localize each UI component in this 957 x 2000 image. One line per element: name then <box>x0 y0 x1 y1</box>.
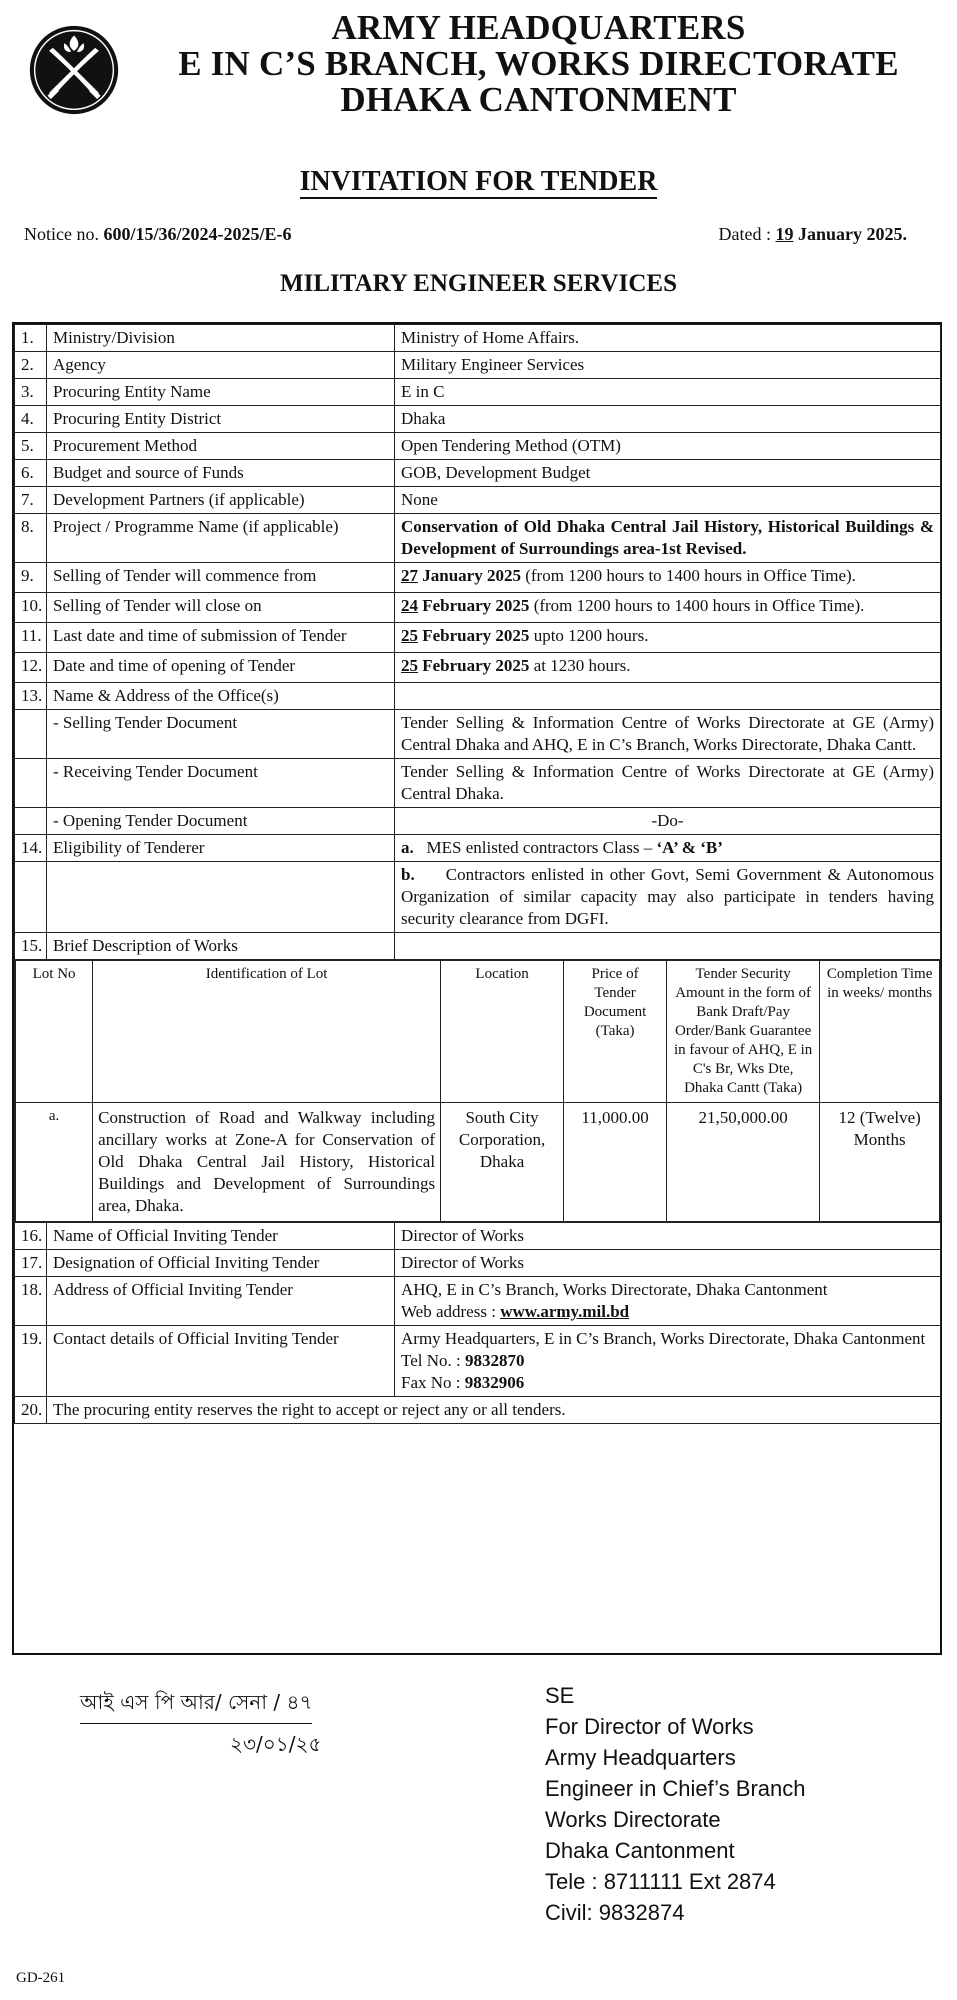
army-emblem-icon <box>26 22 122 118</box>
table-row: 8. Project / Programme Name (if applicable) Conservation of Old Dhaka Central Jail History, Historical Buildings & Development of Surroundings area-1st Revised. <box>15 514 941 563</box>
lot-table <box>15 960 940 1222</box>
table-row: - Opening Tender Document -Do- <box>15 808 941 835</box>
table-row: 12. Date and time of opening of Tender 25 February 2025 at 1230 hours. <box>15 653 941 683</box>
lot-table-header: Lot No Identification of Lot Location Price of Tender Document (Taka) Tender Security Amount in the form of Bank Draft/Pay Order/Bank Guarantee in favour of AHQ, E in C's Br, Wks Dte, Dhaka Cantt (Taka) Completion Time in weeks/ months <box>16 961 940 1103</box>
table-row: 6. Budget and source of Funds GOB, Development Budget <box>15 460 941 487</box>
document-code: GD-261 <box>16 1970 66 1986</box>
table-row: 10. Selling of Tender will close on 24 February 2025 (from 1200 hours to 1400 hours in Office Time). <box>15 593 941 623</box>
table-row: 15. Brief Description of Works <box>15 933 941 960</box>
reference-date: ২৩/০১/২৫ <box>230 1732 322 1756</box>
table-row: - Receiving Tender Document Tender Selling & Information Centre of Works Directorate at GE (Army) Central Dhaka. <box>15 759 941 808</box>
table-row: 7. Development Partners (if applicable) None <box>15 487 941 514</box>
table-row: 14. Eligibility of Tenderer a. MES enlisted contractors Class – ‘A’ & ‘B’ <box>15 835 941 862</box>
table-row: 11. Last date and time of submission of Tender 25 February 2025 upto 1200 hours. <box>15 623 941 653</box>
table-row: 18. Address of Official Inviting Tender AHQ, E in C’s Branch, Works Directorate, Dhaka Cantonment Web address : www.army.mil.bd <box>15 1277 941 1326</box>
lot-table-row <box>15 960 941 1223</box>
header-line-1: ARMY HEADQUARTERS <box>331 8 746 47</box>
table-row: b. Contractors enlisted in other Govt, Semi Government & Autonomous Organization of similar capacity may also participate in tenders having security clearance from DGFI. <box>15 862 941 933</box>
table-row: 1. Ministry/Division Ministry of Home Affairs. <box>15 325 941 352</box>
table-row: 2. Agency Military Engineer Services <box>15 352 941 379</box>
table-row: 9. Selling of Tender will commence from 27 January 2025 (from 1200 hours to 1400 hours in Office Time). <box>15 563 941 593</box>
lot-table-data-row: a. Construction of Road and Walkway including ancillary works at Zone-A for Conservation of Old Dhaka Central Jail History, Historical Buildings and Development of Surroundings area, Dhaka. South City Corporation, Dhaka 11,000.00 21,50,000.00 12 (Twelve) Months <box>16 1103 940 1222</box>
table-row: 19. Contact details of Official Inviting Tender Army Headquarters, E in C’s Branch, Works Directorate, Dhaka Cantonment Tel No. : 9832870 Fax No : 9832906 <box>15 1326 941 1397</box>
table-row: 4. Procuring Entity District Dhaka <box>15 406 941 433</box>
notice-date: Dated : 19 January 2025. <box>718 224 907 244</box>
notice-number: Notice no. 600/15/36/2024-2025/E-6 <box>24 224 292 244</box>
table-row: 20. The procuring entity reserves the right to accept or reject any or all tenders. <box>15 1397 941 1424</box>
page-title: INVITATION FOR TENDER <box>299 166 658 197</box>
table-row: - Selling Tender Document Tender Selling & Information Centre of Works Directorate at GE (Army) Central Dhaka and AHQ, E in C’s Branch, Works Directorate, Dhaka Cantt. <box>15 710 941 759</box>
table-row: 5. Procurement Method Open Tendering Method (OTM) <box>15 433 941 460</box>
table-row: 3. Procuring Entity Name E in C <box>15 379 941 406</box>
table-row: 13. Name & Address of the Office(s) <box>15 683 941 710</box>
section-title: MILITARY ENGINEER SERVICES <box>280 270 677 297</box>
signature-block: SE For Director of Works Army Headquarters Engineer in Chief’s Branch Works Directorate Dhaka Cantonment Tele : 8711111 Ext 2874 Civil: 9832874 <box>545 1683 806 1925</box>
reference-number: আই এস পি আর/ সেনা / ৪৭ <box>80 1688 312 1724</box>
table-row: 17. Designation of Official Inviting Tender Director of Works <box>15 1250 941 1277</box>
website-link[interactable]: www.army.mil.bd <box>500 1302 630 1321</box>
table-row: 16. Name of Official Inviting Tender Director of Works <box>15 1223 941 1250</box>
header-line-3: DHAKA CANTONMENT <box>340 80 737 119</box>
tender-details-table <box>14 324 941 1424</box>
header-line-2: E IN C’S BRANCH, WORKS DIRECTORATE <box>178 44 899 83</box>
